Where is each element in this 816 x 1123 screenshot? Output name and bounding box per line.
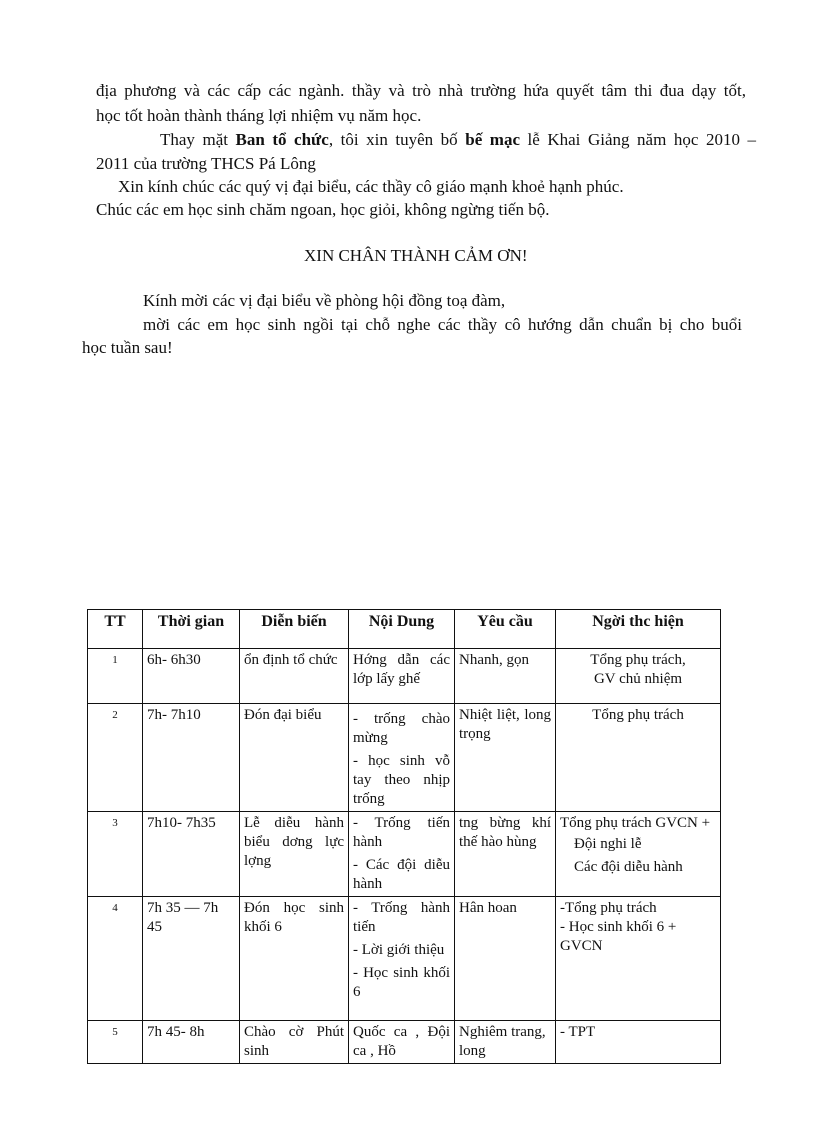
row-number: 1 [88,649,143,704]
row-number: 5 [88,1021,143,1064]
row-requirement: tng bừng khí thế hào hùng [455,812,556,897]
para-1-line-1: địa phương và các cấp các ngành. thầy và trò nhà trường hứa quyết tâm thi đua dạy tốt, [96,81,746,100]
row-executor [556,897,721,1021]
row-event: Đón học sinh khối 6 [240,897,349,1021]
row-requirement: Nghiêm trang, long [455,1021,556,1064]
row-content [349,649,455,704]
para-2-mid: , tôi xin tuyên bố [328,130,466,149]
executor-item: - Học sinh khối 6 + GVCN [560,919,677,954]
content-item: - trống chào mừng [353,711,450,746]
row-requirement: Nhiệt liệt, long trọng [455,704,556,812]
header-event: Diễn biến [240,610,349,649]
table-row [88,1021,721,1064]
content-item: Quốc ca , Đội ca , Hồ [353,1024,450,1059]
row-executor [556,1021,721,1064]
row-requirement: Hân hoan [455,897,556,1021]
para-2-line-2: 2011 của trường THCS Pá Lông [96,154,316,173]
para-2-post: lễ Khai Giảng năm học 2010 – [520,130,756,149]
content-item: - học sinh vỗ tay theo nhịp trống [353,753,450,807]
row-content [349,812,455,897]
schedule-table [87,609,721,1064]
executor-item: Tổng phụ trách [592,707,684,723]
row-time: 7h10- 7h35 [143,812,240,897]
content-item: - Trống hành tiến [353,900,450,935]
row-time: 7h 35 — 7h 45 [143,897,240,1021]
table-row [88,812,721,897]
content-item: - Lời giới thiệu [353,942,445,958]
row-content [349,704,455,812]
header-content: Nội Dung [349,610,455,649]
row-event: ổn định tổ chức [240,649,349,704]
closing-label: bế mạc [465,130,520,149]
row-executor [556,704,721,812]
para-1-line-2: học tốt hoàn thành tháng lợi nhiệm vụ năm học. [96,106,422,125]
table-row [88,704,721,812]
content-item: Hớng dẫn các lớp lấy ghế [353,652,450,687]
executor-item: -Tổng phụ trách [560,900,657,916]
table-row [88,649,721,704]
header-requirement: Yêu cầu [455,610,556,649]
para-4: Chúc các em học sinh chăm ngoan, học giỏi, không ngừng tiến bộ. [96,200,550,219]
para-3: Xin kính chúc các quý vị đại biểu, các thầy cô giáo mạnh khoẻ hạnh phúc. [118,177,624,196]
row-time: 7h- 7h10 [143,704,240,812]
content-item: - Các đội diễu hành [353,857,450,892]
row-content [349,897,455,1021]
row-requirement: Nhanh, gọn [455,649,556,704]
executor-item: - TPT [560,1024,596,1040]
row-executor [556,812,721,897]
para-6-line-2: học tuần sau! [82,338,173,357]
row-number: 3 [88,812,143,897]
row-event: Lễ diễu hành biểu dơng lực lợng [240,812,349,897]
para-2-pre: Thay mặt [160,130,236,149]
organizer-label: Ban tổ chức [235,130,329,149]
row-event: Đón đại biểu [240,704,349,812]
header-tt: TT [88,610,143,649]
para-6-line-1: mời các em học sinh ngồi tại chỗ nghe các thầy cô hướng dẫn chuẩn bị cho buổi [143,315,742,334]
table-row [88,897,721,1021]
thanks-heading: XIN CHÂN THÀNH CẢM ƠN! [304,246,528,265]
header-time: Thời gian [143,610,240,649]
header-executor: Ngời thc hiện [556,610,721,649]
executor-item: Đội nghi lễ [574,836,642,852]
table-header-row [88,610,721,649]
content-item: - Học sinh khối 6 [353,965,450,1000]
executor-item: Các đội diễu hành [574,859,683,875]
row-content [349,1021,455,1064]
row-number: 4 [88,897,143,1021]
row-event: Chào cờ Phút sinh [240,1021,349,1064]
content-item: - Trống tiến hành [353,815,450,850]
executor-item: Tổng phụ trách, [590,652,686,668]
row-number: 2 [88,704,143,812]
row-time: 7h 45- 8h [143,1021,240,1064]
para-2-line-1 [160,129,756,151]
executor-item: Tổng phụ trách GVCN + [560,815,711,831]
para-5: Kính mời các vị đại biểu về phòng hội đồng toạ đàm, [143,291,506,310]
row-time: 6h- 6h30 [143,649,240,704]
row-executor [556,649,721,704]
executor-item: GV chủ nhiệm [593,671,683,687]
